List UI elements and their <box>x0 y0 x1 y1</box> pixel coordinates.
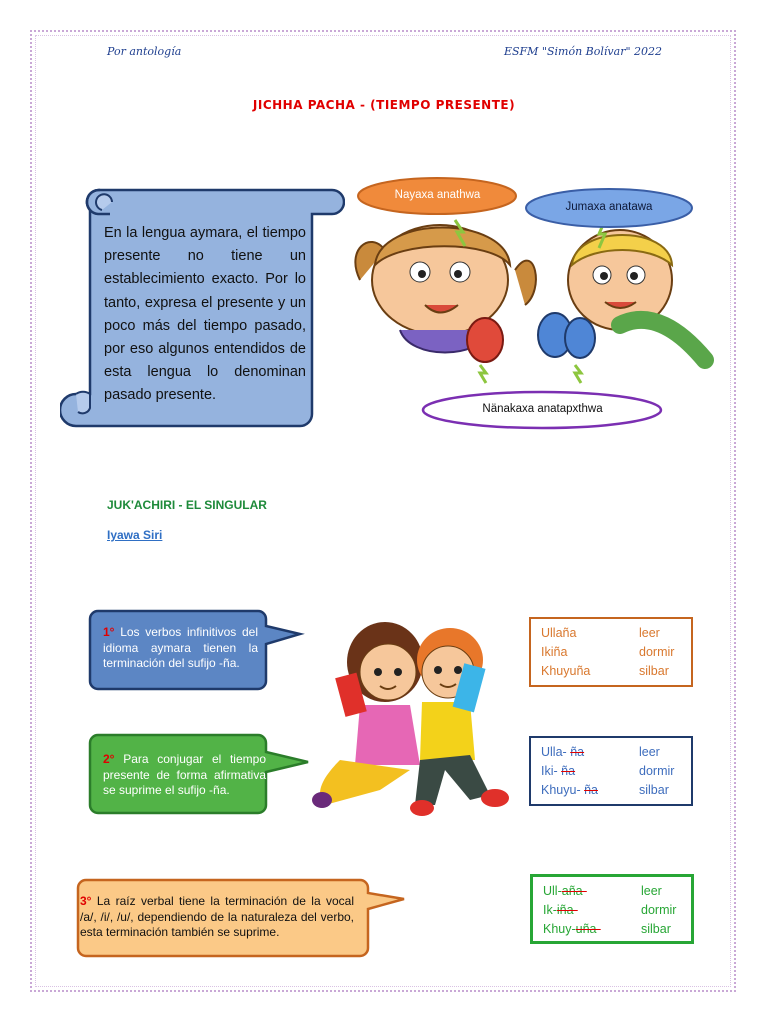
header-right: ESFM "Simón Bolívar" 2022 <box>503 45 662 58</box>
table-row: Ik-iña- dormir <box>543 903 677 917</box>
rule-two-number: 2° <box>103 752 115 766</box>
page-title: JICHHA PACHA - (TIEMPO PRESENTE) <box>252 98 516 112</box>
section-title: JUK'ACHIRI - EL SINGULAR <box>107 498 267 512</box>
verbs-table-vowel-removed <box>530 874 694 944</box>
table-row: Ull-aña- leer <box>543 884 662 898</box>
scroll-paragraph: En la lengua aymara, el tiempo presente no tiene un establecimiento exacto. Por lo tanto, expresa el presente y un poco más del tiempo pasado, por eso algunos entendidos de esta lengua lo denominan pasado presente. <box>104 225 306 404</box>
table-row: Iki- ña dormir <box>541 764 675 778</box>
verbs-table-suffix-removed <box>529 736 693 806</box>
rule-three-number: 3° <box>80 894 92 908</box>
table-row: Khuy-uña- silbar <box>543 922 671 936</box>
bubble-one-text: Nayaxa anathwa <box>394 189 481 201</box>
verbs-table-infinitive <box>529 617 693 687</box>
bubble-two-text: Jumaxa anatawa <box>565 201 653 213</box>
table-row: Ullaña leer <box>541 626 660 640</box>
table-row: Ikiña dormir <box>541 645 675 659</box>
rule-one-number: 1° <box>103 625 115 639</box>
header-left: Por antología <box>107 45 182 58</box>
rule-three-text: 3° La raíz verbal tiene la terminación de la vocal /a/, /i/, /u/, dependiendo de la naturaleza del verbo, esta terminación también se suprime. <box>80 894 355 939</box>
children-reading-illustration <box>310 620 515 818</box>
table-row: Khuyu- ña silbar <box>541 783 669 797</box>
rule-two-text: 2° Para conjugar el tiempo presente de forma afirmativa se suprime el sufijo -ña. <box>103 752 266 797</box>
section-subtitle: Iyawa Siri <box>107 528 163 542</box>
bubble-three-text: Nänakaxa anatapxthwa <box>482 403 603 415</box>
table-row: Khuyuña silbar <box>541 664 669 678</box>
table-row: Ulla- ña leer <box>541 745 660 759</box>
children-playing-illustration <box>340 210 715 385</box>
rule-one-text: 1° Los verbos infinitivos del idioma aymara tienen la terminación del sufijo -ña. <box>103 625 258 670</box>
